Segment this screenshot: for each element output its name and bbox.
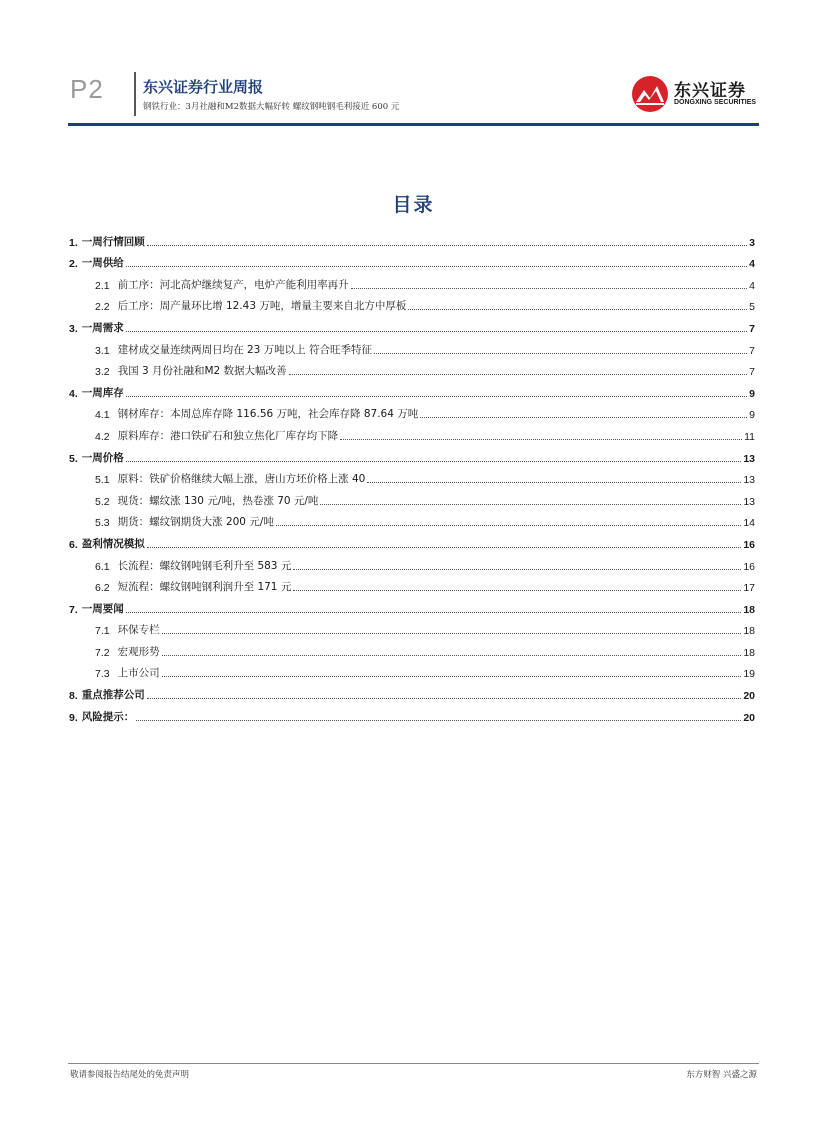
toc-entry-number: 5.3 <box>95 517 110 530</box>
toc-leader-dots <box>147 245 747 246</box>
toc-subsection-entry[interactable] <box>69 616 755 638</box>
toc-entry-title: 一周行情回顾 <box>81 235 145 248</box>
toc-section-entry[interactable] <box>69 702 755 724</box>
toc-entry-page: 9 <box>749 387 755 400</box>
toc-entry-number: 1. <box>69 236 78 249</box>
toc-leader-dots <box>276 525 741 526</box>
toc-entry-title: 建材成交量连续两周日均在 23 万吨以上 符合旺季特征 <box>117 343 372 356</box>
toc-entry-number: 5.1 <box>95 474 110 487</box>
report-subtitle: 钢铁行业：3月社融和M2数据大幅好转 螺纹钢吨钢毛利接近 600 元 <box>143 102 400 112</box>
toc-entry-title: 风险提示： <box>81 710 135 723</box>
footer-slogan: 东方财智 兴盛之源 <box>686 1070 757 1080</box>
toc-leader-dots <box>162 676 742 677</box>
toc-entry-title: 现货：螺纹涨 130 元/吨，热卷涨 70 元/吨 <box>117 494 319 507</box>
toc-subsection-entry[interactable] <box>69 659 755 681</box>
toc-entry-title: 后工序：周产量环比增 12.43 万吨，增量主要来自北方中厚板 <box>117 300 407 313</box>
toc-entry-page: 3 <box>749 236 755 249</box>
toc-entry-page: 14 <box>743 517 755 530</box>
table-of-contents <box>69 227 755 724</box>
toc-entry-title: 环保专栏 <box>117 624 160 637</box>
toc-entry-page: 9 <box>749 409 755 422</box>
toc-entry-title: 短流程：螺纹钢吨钢利润升至 171 元 <box>117 581 292 594</box>
toc-leader-dots <box>340 439 742 440</box>
toc-entry-number: 7.2 <box>95 646 110 659</box>
toc-leader-dots <box>408 309 747 310</box>
toc-entry-title: 原料：铁矿价格继续大幅上涨，唐山方坯价格上涨 40 <box>117 473 366 486</box>
toc-subsection-entry[interactable] <box>69 573 755 595</box>
toc-entry-page: 7 <box>749 366 755 379</box>
toc-subsection-entry[interactable] <box>69 400 755 422</box>
toc-entry-title: 原料库存：港口铁矿石和独立焦化厂库存均下降 <box>117 429 339 442</box>
toc-entry-number: 2.2 <box>95 301 110 314</box>
toc-subsection-entry[interactable] <box>69 270 755 292</box>
toc-entry-number: 5. <box>69 452 78 465</box>
toc-leader-dots <box>136 720 741 721</box>
toc-entry-title: 我国 3 月份社融和M2 数据大幅改善 <box>117 365 287 378</box>
toc-leader-dots <box>147 547 742 548</box>
logo-chinese-name: 东兴证券 <box>674 81 746 101</box>
footer-disclaimer: 敬请参阅报告结尾处的免责声明 <box>70 1070 190 1080</box>
toc-entry-title: 一周价格 <box>81 451 124 464</box>
toc-entry-page: 19 <box>743 668 755 681</box>
toc-entry-number: 8. <box>69 690 78 703</box>
toc-entry-page: 13 <box>743 452 755 465</box>
toc-entry-title: 前工序：河北高炉继续复产，电炉产能利用率再升 <box>117 278 349 291</box>
header-divider <box>134 72 136 116</box>
toc-entry-page: 4 <box>749 279 755 292</box>
toc-title: 目录 <box>392 194 435 216</box>
toc-subsection-entry[interactable] <box>69 508 755 530</box>
toc-entry-title: 宏观形势 <box>117 645 160 658</box>
toc-section-entry[interactable] <box>69 378 755 400</box>
toc-leader-dots <box>351 288 748 289</box>
toc-leader-dots <box>147 698 742 699</box>
toc-leader-dots <box>126 331 747 332</box>
toc-leader-dots <box>162 655 742 656</box>
toc-subsection-entry[interactable] <box>69 486 755 508</box>
toc-entry-title: 一周需求 <box>81 321 124 334</box>
company-logo <box>630 74 760 114</box>
toc-entry-page: 17 <box>743 582 755 595</box>
toc-entry-number: 9. <box>69 711 78 724</box>
page-header <box>0 0 827 130</box>
toc-entry-title: 长流程：螺纹钢吨钢毛利升至 583 元 <box>117 559 292 572</box>
page-number: P2 <box>70 74 104 104</box>
toc-entry-number: 3.1 <box>95 344 110 357</box>
toc-entry-page: 18 <box>743 603 755 616</box>
toc-leader-dots <box>420 417 747 418</box>
toc-leader-dots <box>126 461 742 462</box>
toc-subsection-entry[interactable] <box>69 551 755 573</box>
toc-leader-dots <box>374 353 747 354</box>
toc-entry-page: 13 <box>743 474 755 487</box>
toc-entry-title: 一周库存 <box>81 386 124 399</box>
toc-entry-title: 重点推荐公司 <box>81 689 145 702</box>
toc-entry-number: 4.2 <box>95 430 110 443</box>
toc-section-entry[interactable] <box>69 529 755 551</box>
toc-entry-page: 16 <box>743 560 755 573</box>
toc-section-entry[interactable] <box>69 313 755 335</box>
toc-entry-page: 7 <box>749 344 755 357</box>
toc-section-entry[interactable] <box>69 227 755 249</box>
toc-entry-title: 期货：螺纹钢期货大涨 200 元/吨 <box>117 516 274 529</box>
toc-entry-page: 16 <box>743 538 755 551</box>
toc-subsection-entry[interactable] <box>69 465 755 487</box>
toc-entry-page: 13 <box>743 495 755 508</box>
toc-entry-number: 7.1 <box>95 625 110 638</box>
toc-leader-dots <box>320 504 741 505</box>
toc-leader-dots <box>162 633 742 634</box>
logo-english-name: DONGXING SECURITIES <box>674 99 757 106</box>
toc-entry-number: 2.1 <box>95 279 110 292</box>
toc-entry-number: 6. <box>69 538 78 551</box>
toc-entry-page: 4 <box>749 258 755 271</box>
toc-entry-number: 3. <box>69 322 78 335</box>
dongxing-logo-icon <box>630 74 670 114</box>
toc-leader-dots <box>289 374 748 375</box>
toc-entry-number: 6.2 <box>95 582 110 595</box>
toc-entry-number: 3.2 <box>95 366 110 379</box>
toc-section-entry[interactable] <box>69 680 755 702</box>
toc-subsection-entry[interactable] <box>69 421 755 443</box>
toc-entry-page: 18 <box>743 646 755 659</box>
toc-entry-page: 11 <box>744 430 755 443</box>
toc-subsection-entry[interactable] <box>69 292 755 314</box>
toc-entry-number: 6.1 <box>95 560 110 573</box>
toc-entry-title: 盈利情况模拟 <box>81 537 145 550</box>
toc-leader-dots <box>367 482 741 483</box>
toc-section-entry[interactable] <box>69 594 755 616</box>
toc-entry-title: 钢材库存：本周总库存降 116.56 万吨，社会库存降 87.64 万吨 <box>117 408 419 421</box>
toc-entry-title: 一周要闻 <box>81 602 124 615</box>
toc-section-entry[interactable] <box>69 249 755 271</box>
toc-entry-number: 7. <box>69 603 78 616</box>
toc-entry-page: 20 <box>743 690 755 703</box>
toc-leader-dots <box>293 590 741 591</box>
toc-entry-number: 4. <box>69 387 78 400</box>
toc-leader-dots <box>126 396 747 397</box>
toc-entry-number: 7.3 <box>95 668 110 681</box>
toc-entry-page: 18 <box>743 625 755 638</box>
toc-entry-page: 5 <box>749 301 755 314</box>
toc-subsection-entry[interactable] <box>69 637 755 659</box>
toc-entry-title: 一周供给 <box>81 257 124 270</box>
footer-rule <box>68 1063 759 1064</box>
toc-entry-number: 4.1 <box>95 409 110 422</box>
header-rule <box>68 123 759 126</box>
toc-entry-page: 20 <box>743 711 755 724</box>
toc-entry-title: 上市公司 <box>117 667 160 680</box>
toc-entry-number: 2. <box>69 258 78 271</box>
toc-leader-dots <box>126 612 742 613</box>
toc-entry-number: 5.2 <box>95 495 110 508</box>
toc-leader-dots <box>293 569 741 570</box>
toc-section-entry[interactable] <box>69 443 755 465</box>
toc-entry-page: 7 <box>749 322 755 335</box>
toc-leader-dots <box>126 266 747 267</box>
toc-subsection-entry[interactable] <box>69 335 755 357</box>
toc-subsection-entry[interactable] <box>69 357 755 379</box>
report-title: 东兴证券行业周报 <box>143 78 264 96</box>
